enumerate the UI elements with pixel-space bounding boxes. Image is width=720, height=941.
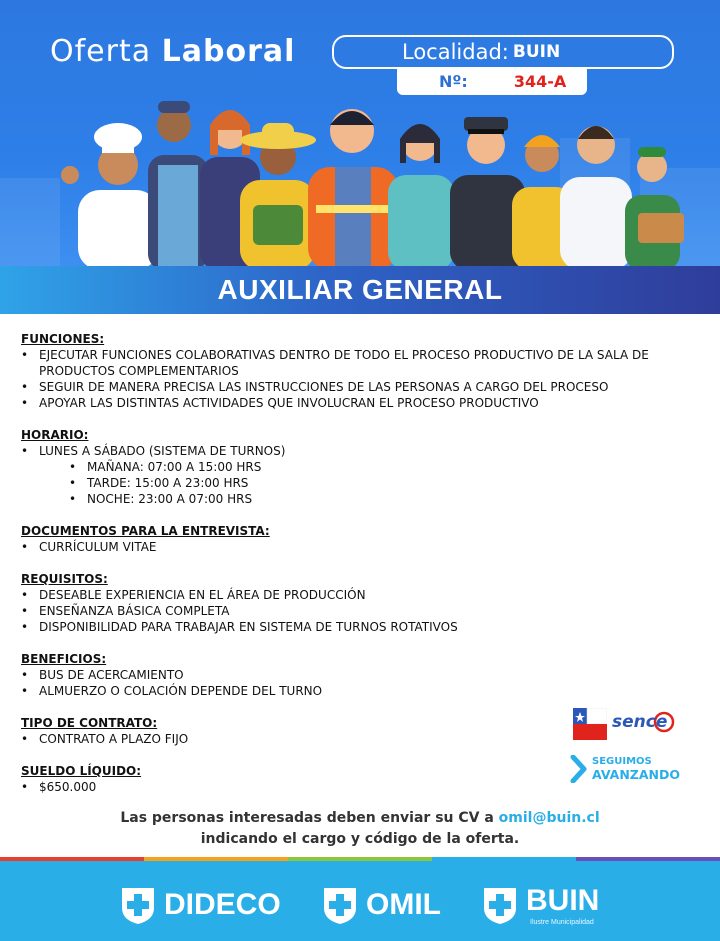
cleaner-figure — [148, 101, 208, 268]
section-contrato — [21, 715, 661, 747]
footer — [0, 861, 720, 941]
chef-figure — [61, 123, 158, 268]
localidad-box — [332, 35, 674, 69]
numero-box — [397, 68, 587, 95]
farmer-figure — [240, 123, 316, 268]
sence-logo — [612, 711, 676, 737]
list-item: • BUS DE ACERCAMIENTO — [21, 667, 661, 683]
seguimos-text: SEGUIMOS — [592, 756, 652, 767]
workers-illustration — [40, 95, 690, 268]
localidad-label: Localidad: — [402, 40, 509, 64]
job-title: AUXILIAR GENERAL — [217, 274, 503, 305]
dideco-logo: DIDECO — [118, 883, 281, 927]
pharmacist-figure — [560, 126, 632, 268]
shield-icon — [480, 884, 520, 926]
section-title: TIPO DE CONTRATO: — [21, 716, 158, 730]
section-title: SUELDO LÍQUIDO: — [21, 764, 142, 778]
job-details — [21, 331, 661, 811]
section-sueldo — [21, 763, 661, 795]
list-item: • SEGUIR DE MANERA PRECISA LAS INSTRUCCIONES DE LAS PERSONAS A CARGO DEL PROCESO — [21, 379, 661, 395]
section-title: HORARIO: — [21, 428, 89, 442]
header — [0, 0, 720, 268]
section-requisitos — [21, 571, 661, 635]
list-subitem: • MAÑANA: 07:00 A 15:00 HRS — [21, 459, 661, 475]
section-title: FUNCIONES: — [21, 332, 105, 346]
email-link[interactable]: omil@buin.cl — [498, 810, 600, 826]
header-title: Oferta Laboral — [50, 34, 296, 69]
list-item: • CONTRATO A PLAZO FIJO — [21, 731, 661, 747]
construction-worker-figure — [308, 109, 398, 268]
avanzando-text: AVANZANDO — [592, 767, 680, 782]
list-item: • DESEABLE EXPERIENCIA EN EL ÁREA DE PRODUCCIÓN — [21, 587, 661, 603]
omil-logo: OMIL — [320, 883, 441, 927]
numero-label: Nº: — [439, 72, 468, 91]
list-item: • CURRÍCULUM VITAE — [21, 539, 661, 555]
section-title: REQUISITOS: — [21, 572, 108, 586]
shield-icon — [320, 884, 360, 926]
list-subitem: • NOCHE: 23:00 A 07:00 HRS — [21, 491, 661, 507]
apply-instructions: Las personas interesadas deben enviar su CV a omil@buin.cl indicando el cargo y código de la oferta. — [120, 810, 600, 847]
list-item: • APOYAR LAS DISTINTAS ACTIVIDADES QUE INVOLUCRAN EL PROCESO PRODUCTIVO — [21, 395, 661, 411]
list-item: • EJECUTAR FUNCIONES COLABORATIVAS DENTRO DE TODO EL PROCESO PRODUCTIVO DE LA SALA DE PRODUCTOS COMPLEMENTARIOS — [21, 347, 661, 379]
job-title-banner — [0, 266, 720, 314]
seguimos-avanzando-logo — [570, 755, 680, 783]
buin-logo: BUIN Ilustre Municipalidad — [480, 883, 599, 927]
section-title: DOCUMENTOS PARA LA ENTREVISTA: — [21, 524, 270, 538]
list-item: • LUNES A SÁBADO (SISTEMA DE TURNOS) — [21, 443, 661, 459]
section-title: BENEFICIOS: — [21, 652, 107, 666]
section-documentos — [21, 523, 661, 555]
list-subitem: • TARDE: 15:00 A 23:00 HRS — [21, 475, 661, 491]
shield-icon — [118, 884, 158, 926]
list-item: • $650.000 — [21, 779, 661, 795]
grocer-figure — [625, 147, 684, 268]
section-funciones — [21, 331, 661, 411]
list-item: • ENSEÑANZA BÁSICA COMPLETA — [21, 603, 661, 619]
doctor-figure — [388, 124, 454, 268]
list-item: • DISPONIBILIDAD PARA TRABAJAR EN SISTEMA DE TURNOS ROTATIVOS — [21, 619, 661, 635]
gobierno-flag-icon — [573, 708, 607, 740]
numero-value: 344-A — [513, 72, 567, 91]
sence-logo-text: sence — [612, 712, 668, 732]
localidad-value: BUIN — [512, 42, 561, 62]
chevron-right-icon — [570, 755, 588, 783]
section-beneficios — [21, 651, 661, 699]
list-item: • ALMUERZO O COLACIÓN DEPENDE DEL TURNO — [21, 683, 661, 699]
section-horario — [21, 427, 661, 507]
